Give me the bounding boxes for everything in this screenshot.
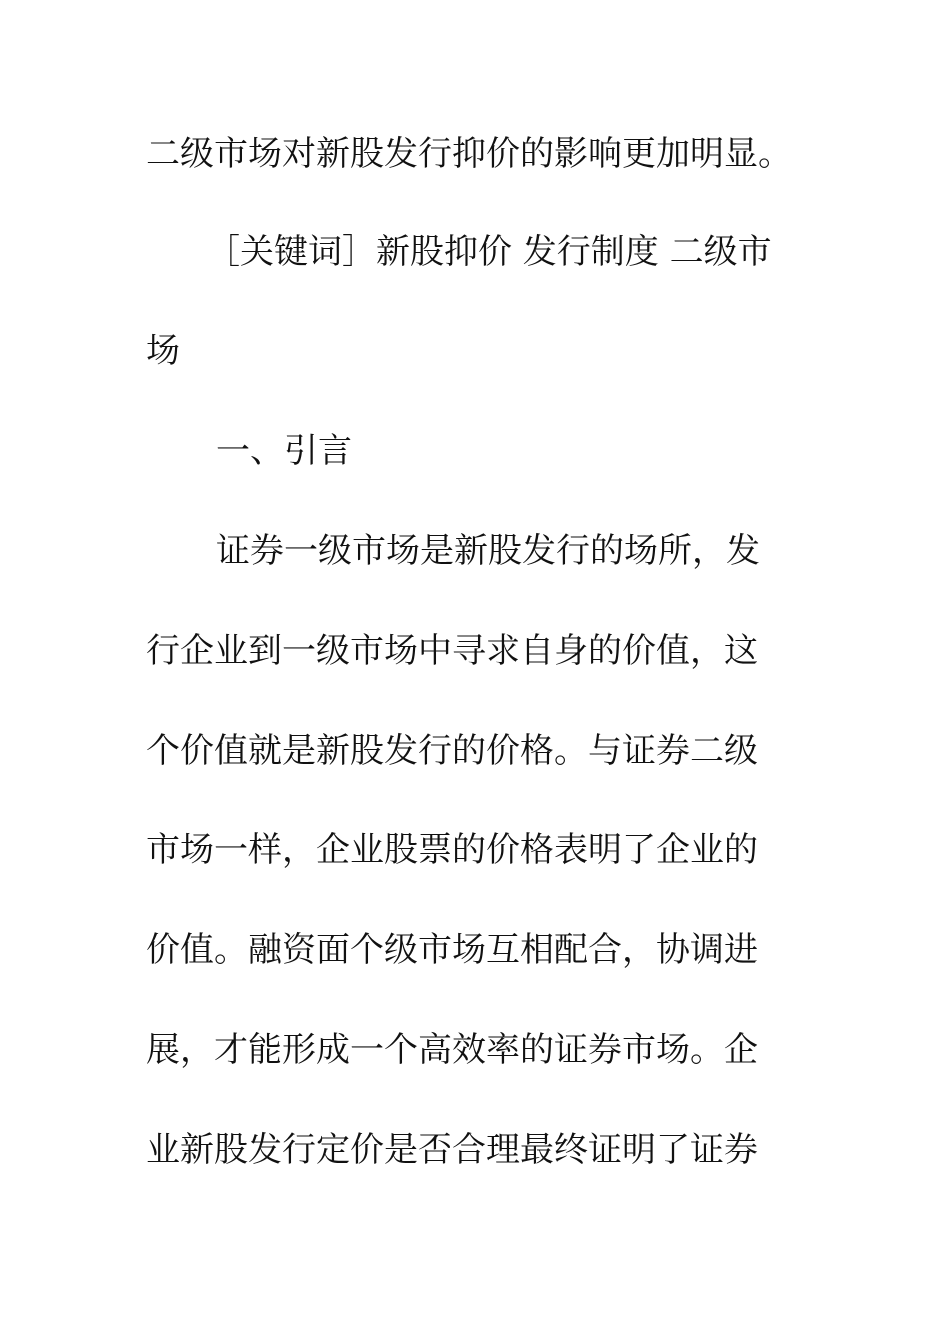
paragraph-line: 展，才能形成一个高效率的证券市场。企 — [146, 1030, 758, 1070]
body-text-line: 二级市场对新股发行抑价的影响更加明显。 — [146, 134, 792, 174]
paragraph-line: 证券一级市场是新股发行的场所，发 — [216, 531, 760, 571]
keywords-line: ［关键词］新股抑价 发行制度 二级市 — [206, 232, 772, 272]
section-heading: 一、引言 — [216, 431, 352, 471]
paragraph-line: 价值。融资面个级市场互相配合，协调进 — [146, 930, 758, 970]
keywords-line-continued: 场 — [146, 331, 180, 371]
paragraph-line: 业新股发行定价是否合理最终证明了证券 — [146, 1130, 758, 1170]
paragraph-line: 行企业到一级市场中寻求自身的价值，这 — [146, 631, 758, 671]
paragraph-line: 市场一样，企业股票的价格表明了企业的 — [146, 830, 758, 870]
paragraph-line: 个价值就是新股发行的价格。与证券二级 — [146, 731, 758, 771]
